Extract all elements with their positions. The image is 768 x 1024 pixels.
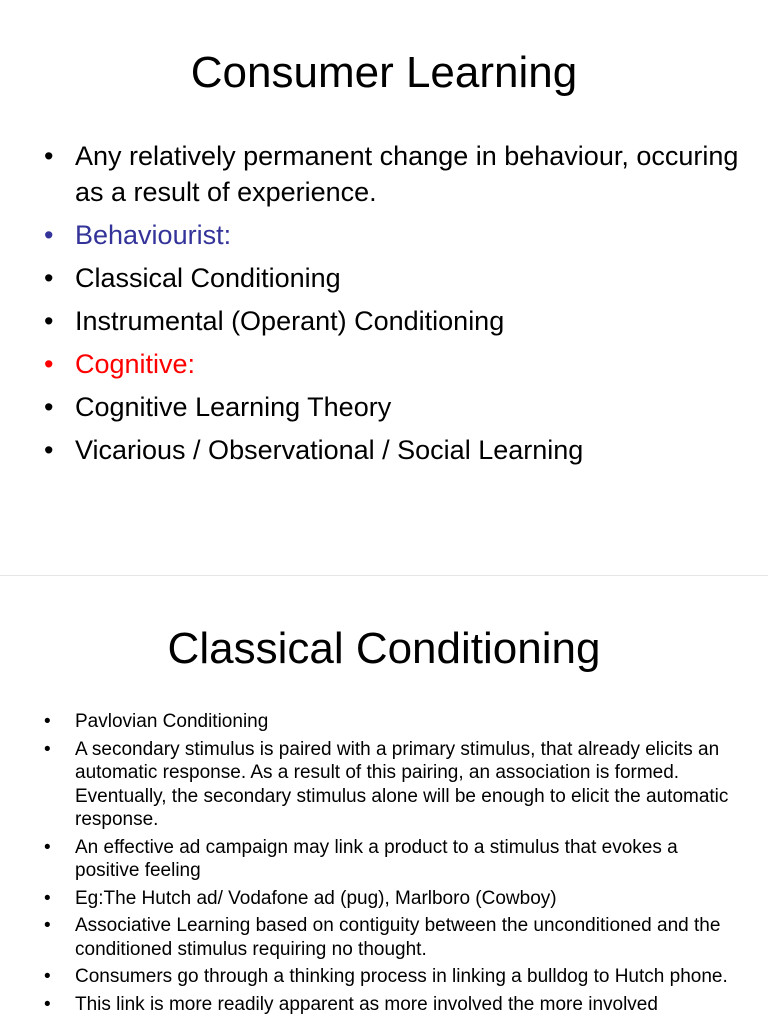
- bullet-text: Consumers go through a thinking process in linking a bulldog to Hutch phone.: [75, 966, 728, 987]
- slide-classical-conditioning: [0, 576, 768, 1024]
- bullet-marker: •: [44, 711, 51, 732]
- bullet-list: [44, 138, 744, 475]
- bullet-list: [44, 710, 744, 1020]
- bullet-marker: •: [44, 392, 54, 422]
- bullet-text: Vicarious / Observational / Social Learning: [75, 435, 584, 465]
- bullet-marker: •: [44, 263, 54, 293]
- bullet-text: A secondary stimulus is paired with a primary stimulus, that already elicits an automatic response. As a result of this pairing, an association is formed. Eventually, the secondary stimulus alone will be enough to elicit the automatic response.: [75, 738, 729, 830]
- bullet-marker: •: [44, 349, 54, 379]
- bullet-item: [44, 346, 744, 382]
- bullet-item: [44, 389, 744, 425]
- bullet-item: [44, 138, 744, 210]
- bullet-text: Cognitive:: [75, 349, 196, 379]
- bullet-item: [44, 914, 744, 961]
- bullet-text: An effective ad campaign may link a product to a stimulus that evokes a positive feeling: [75, 836, 678, 881]
- bullet-text: This link is more readily apparent as more involved the more involved: [75, 993, 658, 1015]
- bullet-marker: •: [44, 836, 51, 858]
- bullet-text: Behaviourist:: [75, 220, 232, 250]
- bullet-item: [44, 710, 744, 734]
- slide-title: Consumer Learning: [190, 48, 578, 97]
- bullet-item: [44, 260, 744, 296]
- bullet-text: Classical Conditioning: [75, 263, 341, 293]
- bullet-marker: •: [44, 887, 51, 909]
- bullet-item: [44, 836, 744, 883]
- bullet-item: [44, 887, 744, 911]
- bullet-item: [44, 217, 744, 253]
- bullet-marker: •: [44, 435, 54, 465]
- bullet-marker: •: [44, 141, 54, 171]
- bullet-text: Instrumental (Operant) Conditioning: [75, 306, 505, 336]
- bullet-text: Eg:The Hutch ad/ Vodafone ad (pug), Marlboro (Cowboy): [75, 887, 557, 909]
- bullet-item: [44, 993, 744, 1017]
- bullet-item: [44, 738, 744, 832]
- bullet-marker: •: [44, 306, 54, 336]
- slide-title: Classical Conditioning: [167, 624, 601, 673]
- bullet-item: [44, 432, 744, 468]
- bullet-marker: •: [44, 993, 51, 1015]
- bullet-text: Cognitive Learning Theory: [75, 392, 392, 422]
- bullet-text: Associative Learning based on contiguity between the unconditioned and the conditioned stimulus requiring no thought.: [75, 915, 721, 960]
- bullet-item: [44, 303, 744, 339]
- bullet-item: [44, 965, 744, 989]
- bullet-marker: •: [44, 220, 54, 250]
- bullet-marker: •: [44, 738, 51, 760]
- bullet-marker: •: [44, 915, 51, 936]
- bullet-text: Any relatively permanent change in behaviour, occuring as a result of experience.: [75, 141, 739, 207]
- bullet-marker: •: [44, 966, 51, 987]
- bullet-text: Pavlovian Conditioning: [75, 711, 269, 732]
